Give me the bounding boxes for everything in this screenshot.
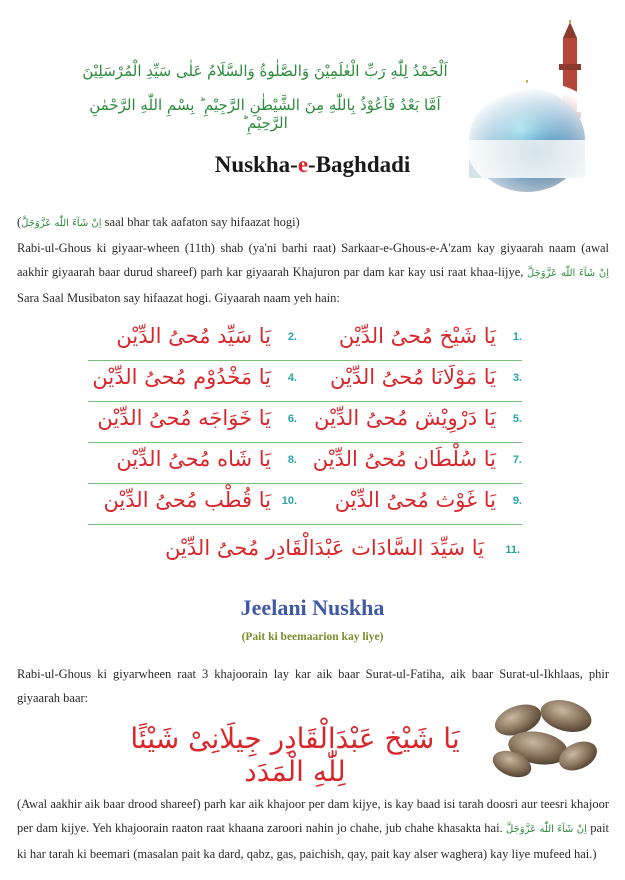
name-item (88, 443, 305, 483)
name-number: 7. (512, 454, 522, 466)
dua-text: يَا شَيْخ عَبْدَالْقَادِر جِيلَانِىْ شَيْئًا لِلّٰهِ الْمَدَد (130, 722, 460, 788)
intro-note-text: saal bhar tak aafaton say hifaazat hogi) (104, 215, 300, 229)
name-number: 9. (512, 495, 522, 507)
name-number: 3. (512, 372, 522, 384)
name-text: يَا شَاه مُحىُ الدِّيْن (116, 447, 271, 471)
section-caption: (Pait ki beemaarion kay liye) (241, 631, 384, 643)
names-row (88, 443, 522, 484)
name-text: يَا مَوْلَانَا مُحىُ الدِّيْن (330, 365, 496, 389)
final-para-part-1: (Awal aakhir aik baar drood shareef) parh kar aik khajoor per dam kijye, is kay baad isi tarah doosri aur teesri khajoor per dam kijye. Yeh khajoorain raaton raat khaana zaroori nahin jo chahe, jub chahe khasakta hai. (17, 797, 609, 835)
dates-image (488, 690, 603, 785)
names-row (88, 484, 522, 525)
name-text: يَا شَيْخ مُحىُ الدِّيْن (338, 324, 496, 348)
inshallah-text: اِنْ شَآءَ اللّٰه عَزَّوَجَلَّ (21, 218, 102, 229)
intro-note (17, 210, 609, 236)
title-part-2: e (297, 152, 309, 177)
name-item (88, 484, 305, 524)
name-text: يَا مَخْدُوْم مُحىُ الدِّيْن (92, 365, 271, 389)
inshallah-text: اِنْ شَآءَ اللّٰه عَزَّوَجَلَّ (506, 824, 587, 835)
name-text: يَا سَيِّد مُحىُ الدِّيْن (116, 324, 271, 348)
title-part-1: Nuskha- (214, 152, 298, 177)
intro-note-open: ( (17, 215, 22, 229)
title-part-3: -Baghdadi (308, 152, 411, 177)
name-item (88, 402, 305, 442)
final-paragraph (17, 792, 609, 866)
name-item (88, 320, 305, 360)
name-number: 8. (287, 454, 297, 466)
name-item (305, 443, 522, 483)
intro-para-end: Sara Saal Musibaton say hifaazat hogi. Giyaarah naam yeh hain: (17, 291, 340, 305)
name-number: 2. (287, 331, 297, 343)
name-text: يَا خَوَاجَه مُحىُ الدِّيْن (97, 406, 271, 430)
name-number: 4. (287, 372, 297, 384)
name-text: يَا سَيِّدَ السَّادَات عَبْدَالْقَادِر مُحىُ الدِّيْن (165, 536, 484, 560)
intro-para-main: Rabi-ul-Ghous ki giyaar-wheen (11th) shab (ya'ni barhi raat) Sarkaar-e-Ghous-e-A'zam kay giyaarah naam (awal aakhir giyaarah baar durud shareef) parh kar giyaarah Khajuron par dam kar kay usi raat khaa-lijye, (17, 241, 609, 279)
name-item (88, 361, 305, 401)
page-title (0, 152, 625, 178)
bismillah-line-2: اَمَّا بَعْدُ فَاَعُوْذُ بِاللّٰهِ مِنَ الشَّيْطٰنِ الرَّجِيْمِ ؕ بِسْمِ اللّٰهِ الرَّحْمٰنِ الرَّحِيْمِ ؕ (89, 96, 441, 132)
names-row (88, 402, 522, 443)
names-grid (88, 320, 522, 525)
name-number: 5. (512, 413, 522, 425)
name-item (305, 320, 522, 360)
name-text: يَا دَرْوِيْش مُحىُ الدِّيْن (314, 406, 496, 430)
name-number: 6. (287, 413, 297, 425)
names-row (88, 320, 522, 361)
name-item (305, 484, 522, 524)
name-number: 10. (281, 495, 297, 507)
inshallah-text: اِنْ شَآءَ اللّٰه عَزَّوَجَلَّ (527, 268, 609, 279)
names-row (88, 361, 522, 402)
name-number: 1. (512, 331, 522, 343)
name-number: 11. (505, 544, 520, 556)
jeelani-paragraph: Rabi-ul-Ghous ki giyarwheen raat 3 khajoorain lay kar aik baar Surat-ul-Fatiha, aik baar Surat-ul-Ikhlaas, phir giyaarah baar: (17, 667, 609, 705)
name-item (305, 361, 522, 401)
intro-paragraph (17, 236, 609, 310)
section-title: Jeelani Nuskha (240, 595, 385, 620)
name-text: يَا سُلْطَان مُحىُ الدِّيْن (312, 447, 496, 471)
name-text: يَا غَوْث مُحىُ الدِّيْن (334, 488, 496, 512)
bismillah-line-1: اَلْحَمْدُ لِلّٰهِ رَبِّ الْعٰلَمِيْنَ وَالصَّلٰوةُ وَالسَّلَامُ عَلٰى سَيِّدِ الْمُرْسَلِيْنَ (82, 62, 448, 80)
name-text: يَا قُطْب مُحىُ الدِّيْن (103, 488, 271, 512)
name-item-11 (165, 536, 520, 570)
name-item (305, 402, 522, 442)
final-para-part-2: pait ki har tarah ki beemari (masalan pait ka dard, qabz, gas, paichish, qay, pait kay alser waghera) kay liye mufeed hai.) (17, 821, 610, 861)
